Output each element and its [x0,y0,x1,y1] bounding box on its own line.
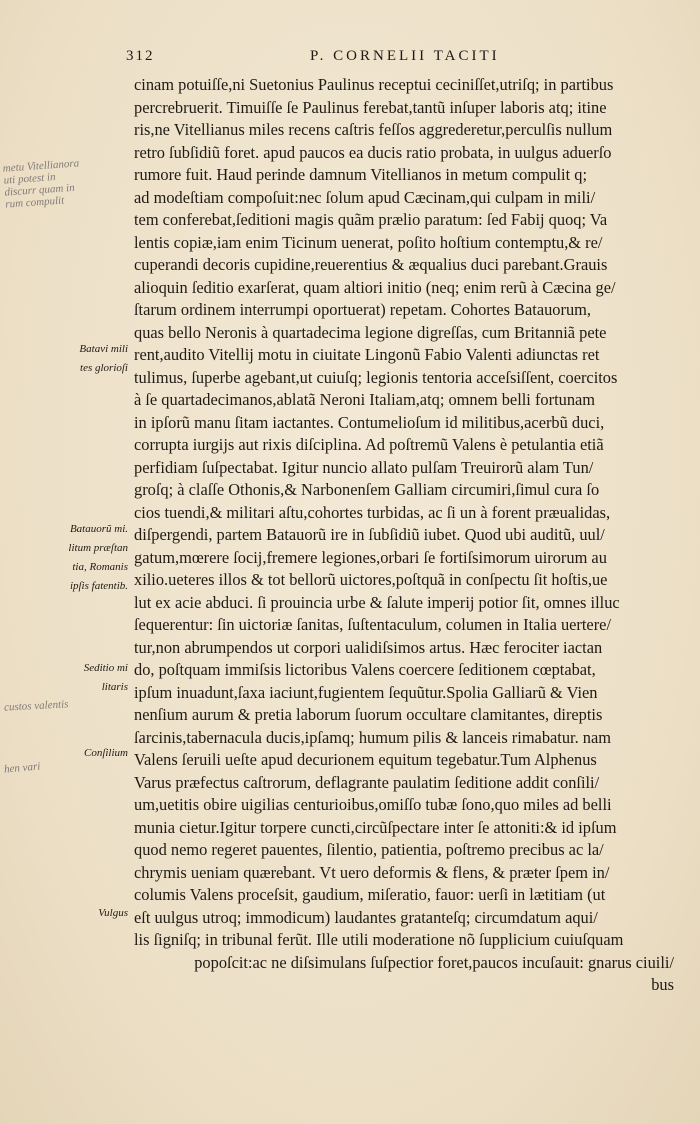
page-number: 312 [126,48,155,64]
text-line: tur,non abrumpendos ut corpori ualidiſsimos artus. Hæc ferociter iactan [134,637,603,657]
text-line: retro ſubſidiũ foret. apud paucos ea ducis ratio probata, in uulgus aduerſo [134,142,612,162]
text-line: ris,ne Vitellianus miles recens caſtris feſſos aggrederetur,perculſis nullum [134,120,613,139]
body-text [134,74,674,997]
text-line: gatum,mœrere ſocij,fremere legiones,orbari ſe fortiſsimorum uirorum au [134,547,607,567]
text-line: alioquin ſeditio exarſerat, quam altiori initio (neq; enim rerũ à Cæcina ge/ [134,277,616,297]
text-line: xilio.ueteres illos & tot bellorũ uictores,poſtquã in conſpectu ſit hoſtis,ue [134,570,608,589]
text-line: corrupta iurgijs aut rixis diſciplina. Ad poſtremũ Valens è petulantia etiã [134,435,604,454]
text-line: ſequerentur: ſin uictoriæ ſanitas, ſuſtentaculum, columen in Italia uertere/ [134,615,611,634]
text-line: cinam potuiſſe,ni Suetonius Paulinus receptui ceciniſſet,utriſq; in partibus [134,75,614,94]
text-line: perfidiam ſuſpectabat. Igitur nuncio allato pulſam Treuirorũ alam Tun/ [134,457,594,477]
text-line: à ſe quartadecimanos,ablatã Neroni Italiam,atq; omnem belli fortunam [134,390,596,409]
text-line: ſtarum ordinem interrumpi oportuerat) repetam. Cohortes Batauorum, [134,300,591,319]
text-line: nenſium aurum & pretia laborum ſuorum occultare clamitantes, direptis [134,705,603,724]
text-line: lut ex acie abduci. ſi prouincia urbe & ſalute imperij potior ſit, omnes illuc [134,592,620,612]
text-line: ad modeſtiam compoſuit:nec ſolum apud Cæcinam,qui culpam in mili/ [134,187,596,207]
side-note-batavi: Batavi mili tes glorioſi [79,343,128,374]
handwritten-annotation: custos valentis [3,698,69,714]
side-note-vulgus: Vulgus [98,907,128,919]
handwritten-annotation: hen vari [3,760,41,776]
text-line: groſq; à claſſe Othonis,& Narbonenſem Galliam circumiri,ſimul cura ſo [134,480,600,499]
side-note-consilium: Conſilium [83,747,128,759]
text-line: popoſcit:ac ne diſsimulans ſuſpectior foret,paucos incuſauit: gnarus ciuili/ [194,952,674,972]
text-line: lentis copiæ,iam enim Ticinum uenerat, poſito hoſtium contemptu,& re/ [134,232,603,252]
text-line: chrymis ueniam quærebant. Vt uero deformis & flens, & præter ſpem in/ [134,862,610,882]
side-note-batauorum: Batauorũ mi. litum præſtan tia, Romanis ipſis fatentib. [68,523,128,592]
text-line: um,uetitis obire uigilias centurioibus,omiſſo tubæ ſono,quo miles ad belli [134,795,612,814]
text-line: munia cietur.Igitur torpere cuncti,circũſpectare inter ſe attoniti:& id ipſum [134,817,617,837]
side-note-seditio: Seditio mi litaris [83,662,128,693]
text-line: bus [651,975,674,994]
text-line: Varus præfectus caſtrorum, deflagrante paulatim ſeditione addit conſili/ [134,772,600,792]
text-line: columis Valens proceſsit, gaudium, miſeratio, fauor: uerſi in lætitiam (ut [134,885,606,904]
text-line: ſarcinis,tabernacula ducis,ipſamq; humum pilis & lanceis rimabatur. nam [134,727,612,747]
text-line: cios tuendi,& militari aſtu,cohortes turbidas, ac ſi un à forent præualidas, [134,502,611,522]
text-line: diſpergendi, partem Batauorũ ire in ſubſidiũ iubet. Quod ubi auditũ, uul/ [134,525,605,544]
text-line: percrebruerit. Timuiſſe ſe Paulinus ferebat,tantũ inſuper laboris atq; itine [134,97,607,117]
text-line: eſt uulgus utroq; immodicum) laudantes gratanteſq; circumdatum aqui/ [134,907,598,927]
text-line: lis ſigniſq; in tribunal ferũt. Ille utili moderatione nõ ſupplicium cuiuſquam [134,930,624,949]
handwritten-annotation: metu Vitellianora uti potest in discurr quam in rum compulit [2,157,80,211]
text-line: cuperandi decoris cupidine,reuerentius & æqualius duci parebant.Grauis [134,255,608,274]
running-head [126,44,666,72]
text-line: ipſum inuadunt,ſaxa iaciunt,fugientem ſequũtur.Spolia Galliarũ & Vien [134,682,598,702]
text-line: rumore fuit. Haud perinde damnum Vitellianos in metum compulit q; [134,165,588,184]
text-line: Valens ſeruili ueſte apud decurionem equitum tegebatur.Tum Alphenus [134,750,597,769]
text-line: tulimus, ſuperbe agebant,ut cuiuſq; legionis tentoria acceſsiſſent, coercitos [134,367,618,387]
text-line: quas bello Neronis à quartadecima legione digreſſas, cum Britanniã pete [134,322,607,342]
text-line: quod nemo regeret pauentes, ſilentio, patientia, poſtremo precibus ac la/ [134,840,604,859]
text-line: tem conferebat,ſeditioni magis quãm prælio paratum: ſed Fabij quoq; Va [134,210,608,229]
text-line: rent,audito Vitellij motu in ciuitate Lingonũ Fabio Valenti adiunctas ret [134,345,600,364]
text-line: in ipſorũ manu ſitam iactantes. Contumelioſum id militibus,acerbũ duci, [134,412,605,432]
text-line: do, poſtquam immiſsis lictoribus Valens coercere ſeditionem cœptabat, [134,660,596,679]
running-title: P. CORNELII TACITI [310,48,500,64]
